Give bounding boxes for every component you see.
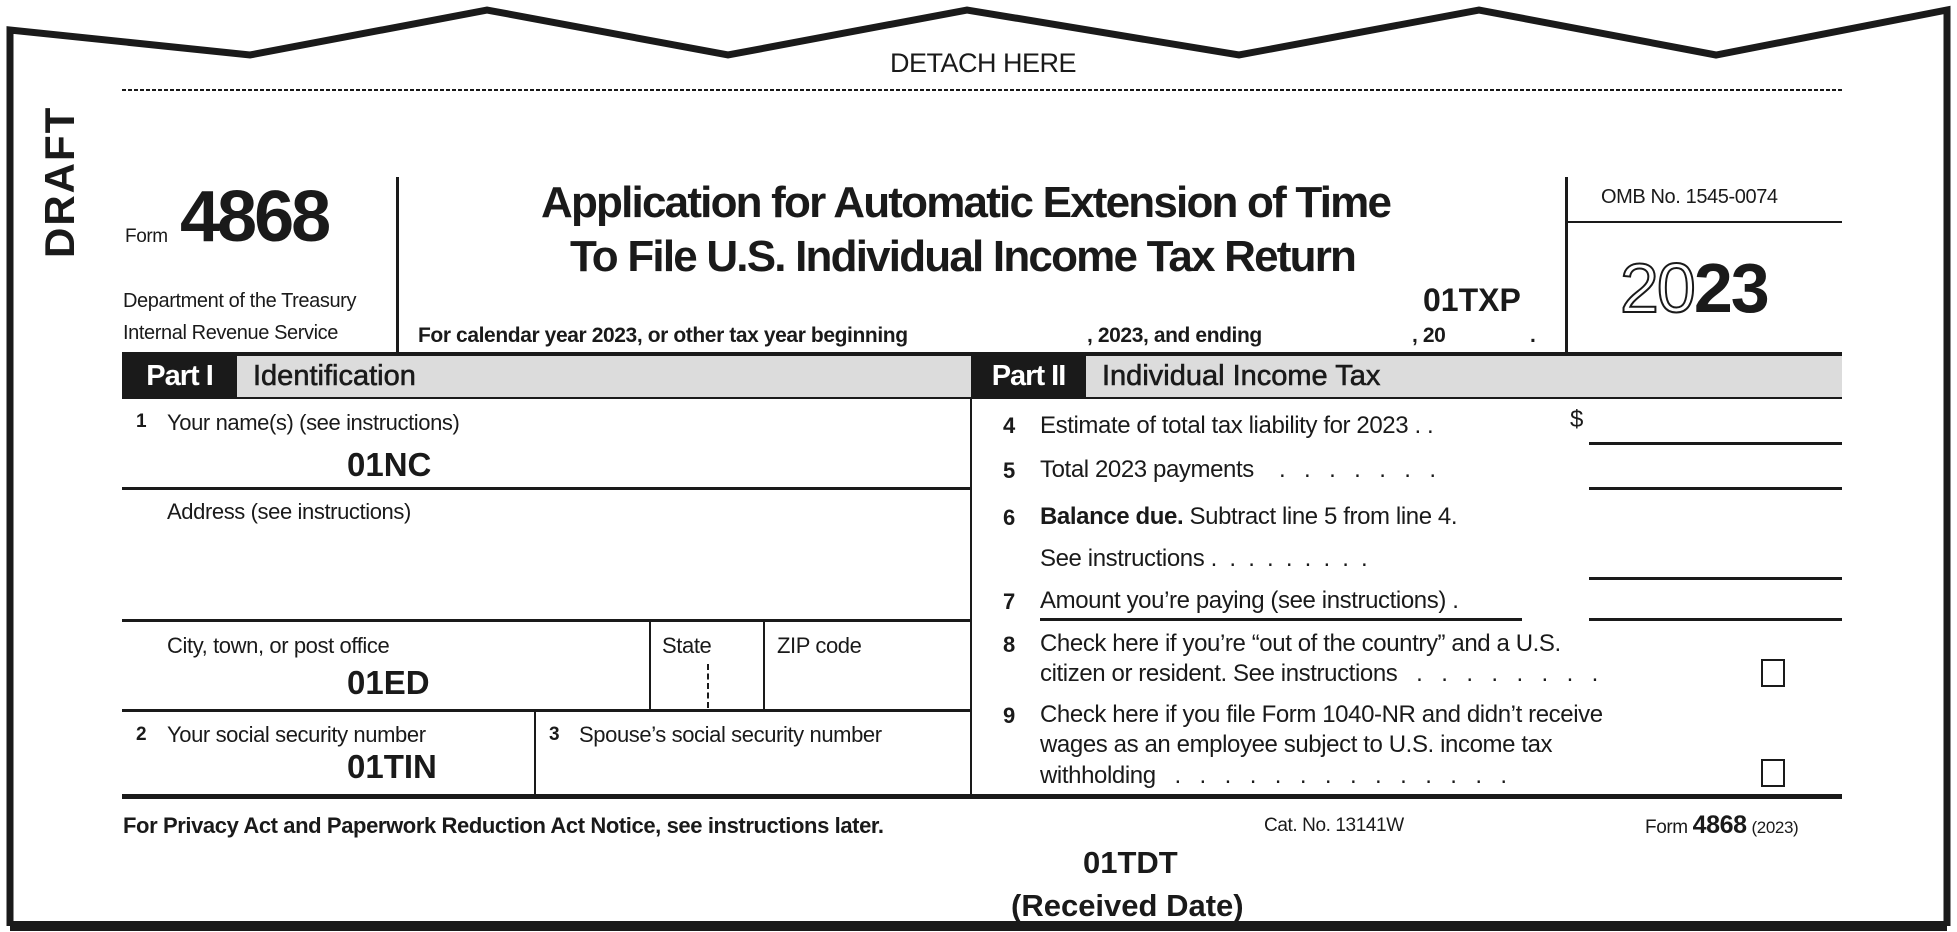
line9-number: 9 [1003,703,1016,728]
spouse-ssn-field[interactable] [537,750,969,794]
state-label: State [662,633,712,658]
address-field[interactable] [122,530,971,618]
part1-tag: Part I [122,356,237,397]
line8-number: 8 [1003,632,1016,657]
line9-label-3: withholding . . . . . . . . . . . . . . [1040,762,1507,789]
part2-tag: Part II [971,356,1086,397]
calendar-end-text: , 20 [1412,324,1446,347]
part1-title: Identification [253,360,416,392]
city-label: City, town, or post office [167,633,390,658]
calendar-dot: . [1530,324,1536,347]
detach-here-label: DETACH HERE [890,48,1077,78]
tax-year [1620,248,1768,328]
dollar-sign: $ [1570,406,1583,433]
part2-title: Individual Income Tax [1102,360,1381,392]
line8-label: Check here if you’re “out of the country” and a U.S. [1040,630,1561,657]
omb-number: OMB No. 1545-0074 [1601,186,1778,208]
line4-label: Estimate of total tax liability for 2023 . . [1040,412,1434,439]
line6-bold: Balance due. [1040,503,1184,530]
line9-label-2: wages as an employee subject to U.S. income tax [1040,731,1553,758]
footer-form-prefix: Form [1645,817,1688,838]
ssn-field[interactable]: 01TIN [347,748,437,785]
irs-label: Internal Revenue Service [123,322,338,344]
tax-year-solid: 23 [1693,249,1768,327]
footer-form-year: (2023) [1751,818,1799,837]
address-label: Address (see instructions) [167,499,411,524]
line5-number: 5 [1003,458,1016,483]
line6-label [1040,503,1457,531]
calendar-year-text: For calendar year 2023, or other tax year beginning [418,324,908,347]
line6-text: Subtract line 5 from line 4. [1183,503,1458,530]
line1-label: Your name(s) (see instructions) [167,410,460,435]
footer-form-number: 4868 [1692,811,1747,839]
form-prefix: Form [125,226,168,247]
line3-number: 3 [549,724,560,745]
line4-amount-field[interactable] [1589,410,1842,445]
line3-label: Spouse’s social security number [579,722,882,747]
zip-label: ZIP code [777,633,862,658]
line2-number: 2 [136,724,147,745]
zip-field[interactable] [766,660,970,708]
form-title-line1: Application for Automatic Extension of Time [541,178,1391,227]
received-code: 01TDT [1083,845,1178,880]
line5-amount-field[interactable] [1589,455,1842,490]
city-field[interactable]: 01ED [347,664,430,701]
form-1040nr-checkbox[interactable] [1761,759,1785,787]
line9-label: Check here if you file Form 1040-NR and didn’t receive [1040,701,1603,728]
name-field[interactable]: 01NC [347,446,432,483]
line6-amount-field[interactable] [1589,545,1842,580]
dept-treasury: Department of the Treasury [123,290,357,312]
form-code: 01TXP [1423,282,1521,318]
calendar-mid-text: , 2023, and ending [1087,324,1262,347]
state-field[interactable] [652,660,762,708]
line4-number: 4 [1003,413,1016,438]
line6-number: 6 [1003,505,1016,530]
form-number: 4868 [180,177,329,257]
line1-number: 1 [136,411,147,432]
received-date-label: (Received Date) [1011,888,1244,923]
tax-year-outline: 20 [1620,249,1694,327]
form-title-line2: To File U.S. Individual Income Tax Return [570,232,1356,281]
line7-label: Amount you’re paying (see instructions) . [1040,587,1522,621]
footer-form-id [1645,811,1798,840]
out-of-country-checkbox[interactable] [1761,659,1785,687]
draft-watermark: DRAFT [36,105,83,258]
line6-label-2: See instructions . . . . . . . . . [1040,545,1368,572]
line2-label: Your social security number [167,722,426,747]
line7-amount-field[interactable] [1589,587,1842,621]
line5-label: Total 2023 payments . . . . . . . [1040,456,1436,483]
line7-number: 7 [1003,589,1016,614]
line8-label-2: citizen or resident. See instructions . . . . . . . . [1040,660,1598,687]
privacy-notice: For Privacy Act and Paperwork Reduction Act Notice, see instructions later. [123,813,884,838]
catalog-number: Cat. No. 13141W [1264,815,1404,836]
